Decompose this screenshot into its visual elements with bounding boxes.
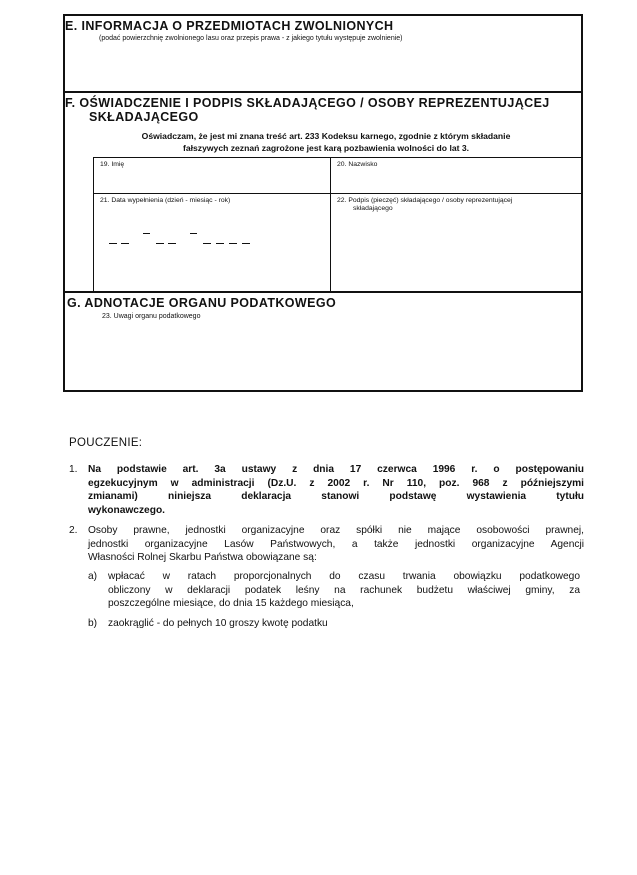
- date-field[interactable]: [94, 194, 331, 293]
- date-year-slot-2: [216, 243, 224, 244]
- sub-a-line-1: wpłacać w ratach proporcjonalnych do czasu trwania obowiązku podatkowego: [108, 571, 580, 582]
- instruction-sub-a: [108, 570, 580, 611]
- statement-line-1: Oświadczam, że jest mi znana treść art. 233 Kodeksu karnego, zgodnie z którym składanie: [141, 131, 511, 141]
- instruction-sub-b: zaokrąglić - do pełnych 10 groszy kwotę podatku: [108, 618, 328, 629]
- tax-authority-notes-field[interactable]: [95, 323, 575, 383]
- tax-authority-notes-label: 23. Uwagi organu podatkowego: [102, 313, 201, 320]
- signature-label: [337, 197, 512, 213]
- sub-a-line-2: obliczony w deklaracji podatek leśny na rachunek budżetu właściwej gminy, za: [108, 584, 580, 596]
- instructions-heading: POUCZENIE:: [69, 437, 143, 449]
- date-day-slot-1: [109, 243, 117, 244]
- date-month-slot-2: [168, 243, 176, 244]
- item-1-line-3: zmianami) niniejsza deklaracja stanowi podstawę wystawienia tytułu: [88, 491, 584, 502]
- instruction-item-2: [88, 524, 584, 565]
- declaration-form: [63, 14, 583, 392]
- section-f-title-cont: SKŁADAJĄCEGO: [89, 110, 199, 124]
- section-g-title: G. ADNOTACJE ORGANU PODATKOWEGO: [67, 296, 337, 310]
- section-e-hint: (podać powierzchnię zwolnionego lasu oraz przepis prawa - z jakiego tytułu występuje zwolnienie): [99, 35, 403, 42]
- item-1-number: 1.: [69, 464, 78, 475]
- last-name-label: 20. Nazwisko: [337, 161, 378, 168]
- section-e-title: E. INFORMACJA O PRZEDMIOTACH ZWOLNIONYCH: [65, 19, 394, 33]
- sub-a-letter: a): [88, 571, 98, 582]
- item-1-line-2: egzekucyjnym w administracji (Dz.U. z 2002 r. Nr 110, poz. 968 z późniejszymi: [88, 477, 584, 489]
- perjury-statement: [77, 130, 575, 154]
- date-separator-2: [190, 233, 197, 234]
- first-name-field[interactable]: [94, 158, 331, 194]
- last-name-field[interactable]: [331, 158, 583, 194]
- signature-field[interactable]: [331, 194, 583, 293]
- signature-grid: [93, 157, 583, 293]
- signature-label-line-2: składającego: [353, 205, 393, 212]
- date-separator-1: [143, 233, 150, 234]
- date-label: 21. Data wypełnienia (dzień - miesiąc - rok): [100, 197, 231, 204]
- item-2-line-2: jednostki organizacyjne Lasów Państwowych, a także jednostki organizacyjne Agencji: [88, 538, 584, 550]
- section-f-title: F. OŚWIADCZENIE I PODPIS SKŁADAJĄCEGO / OSOBY REPREZENTUJĄCEJ: [65, 96, 550, 110]
- instruction-item-1: [88, 463, 584, 517]
- date-day-slot-2: [121, 243, 129, 244]
- item-1-line-4: wykonawczego.: [88, 504, 165, 516]
- date-year-slot-1: [203, 243, 211, 244]
- sub-a-line-3: poszczególne miesiące, do dnia 15 każdego miesiąca,: [108, 598, 354, 609]
- section-g: [65, 293, 581, 390]
- first-name-label: 19. Imię: [100, 161, 125, 168]
- signature-label-line-1: 22. Podpis (pieczęć) składającego / osoby reprezentującej: [337, 197, 513, 204]
- section-f: [65, 93, 581, 293]
- date-year-slot-3: [229, 243, 237, 244]
- item-2-line-3: Własności Rolnej Skarbu Państwa obowiązane są:: [88, 552, 317, 563]
- item-2-number: 2.: [69, 525, 78, 536]
- item-1-line-1: Na podstawie art. 3a ustawy z dnia 17 czerwca 1996 r. o postępowaniu: [88, 464, 584, 475]
- statement-line-2: fałszywych zeznań zagrożone jest karą pozbawienia wolności do lat 3.: [182, 143, 470, 153]
- item-2-line-1: Osoby prawne, jednostki organizacyjne oraz spółki nie mające osobowości prawnej,: [88, 525, 584, 536]
- section-e: [65, 16, 581, 93]
- date-month-slot-1: [156, 243, 164, 244]
- sub-b-letter: b): [88, 618, 98, 629]
- date-year-slot-4: [242, 243, 250, 244]
